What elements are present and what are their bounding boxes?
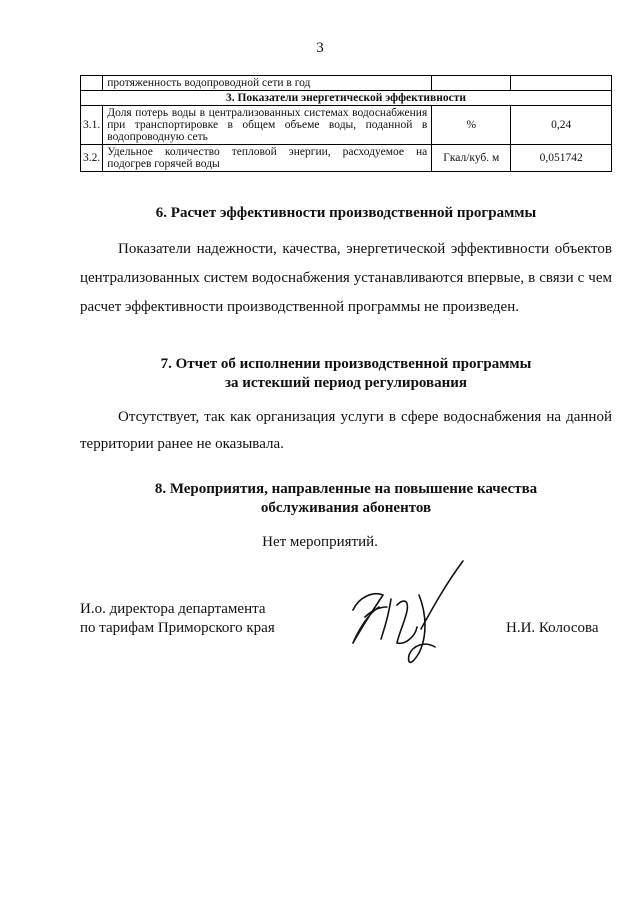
handwritten-signature: [335, 555, 475, 670]
table-row: [81, 145, 612, 172]
signatory-position-line2: по тарифам Приморского края: [80, 620, 275, 636]
row-unit: [432, 76, 511, 91]
row-description: Удельное количество тепловой энергии, расходуемое на подогрев горячей воды: [103, 145, 432, 172]
section-7-title: [80, 355, 612, 393]
section-7-title-line1: 7. Отчет об исполнении производственной программы: [160, 356, 532, 372]
row-number: [81, 76, 103, 91]
row-description: протяженность водопроводной сети в год: [103, 76, 432, 91]
section-8-text: Нет мероприятий.: [262, 534, 378, 550]
signatory-name: Н.И. Колосова: [506, 620, 599, 636]
row-unit: Гкал/куб. м: [432, 145, 511, 172]
section-7-title-line2: за истекший период регулирования: [224, 375, 468, 391]
row-value: [511, 76, 612, 91]
table-row: [81, 76, 612, 91]
row-value: 0,051742: [511, 145, 612, 172]
signatory-position-line1: И.о. директора департамента: [80, 601, 266, 617]
section-7-text: Отсутствует, так как организация услуги в сфере водоснабжения на данной территории ранее не оказывала.: [80, 409, 612, 452]
section-8-title-line2: обслуживания абонентов: [260, 500, 432, 516]
page-number: 3: [316, 40, 324, 56]
table-section-title: 3. Показатели энергетической эффективности: [81, 91, 612, 106]
row-unit: %: [432, 106, 511, 145]
section-6-title: 6. Расчет эффективности производственной программы: [155, 205, 537, 221]
row-description: Доля потерь воды в централизованных системах водоснабжения при транспортировке в общем объеме воды, поданной в водопроводную сеть: [103, 106, 432, 145]
section-8-title: [80, 480, 612, 518]
row-value: 0,24: [511, 106, 612, 145]
section-6-text: Показатели надежности, качества, энергетической эффективности объектов централизованных систем водоснабжения устанавливаются впервые, в связи с чем расчет эффективности производственной программы не произведен.: [80, 241, 612, 315]
section-8-title-line1: 8. Мероприятия, направленные на повышение качества: [154, 481, 538, 497]
table-row: [81, 106, 612, 145]
signatory-position: [80, 600, 275, 638]
table-section-row: [81, 91, 612, 106]
indicators-table: [80, 75, 612, 172]
row-number: 3.1.: [81, 106, 103, 145]
row-number: 3.2.: [81, 145, 103, 172]
